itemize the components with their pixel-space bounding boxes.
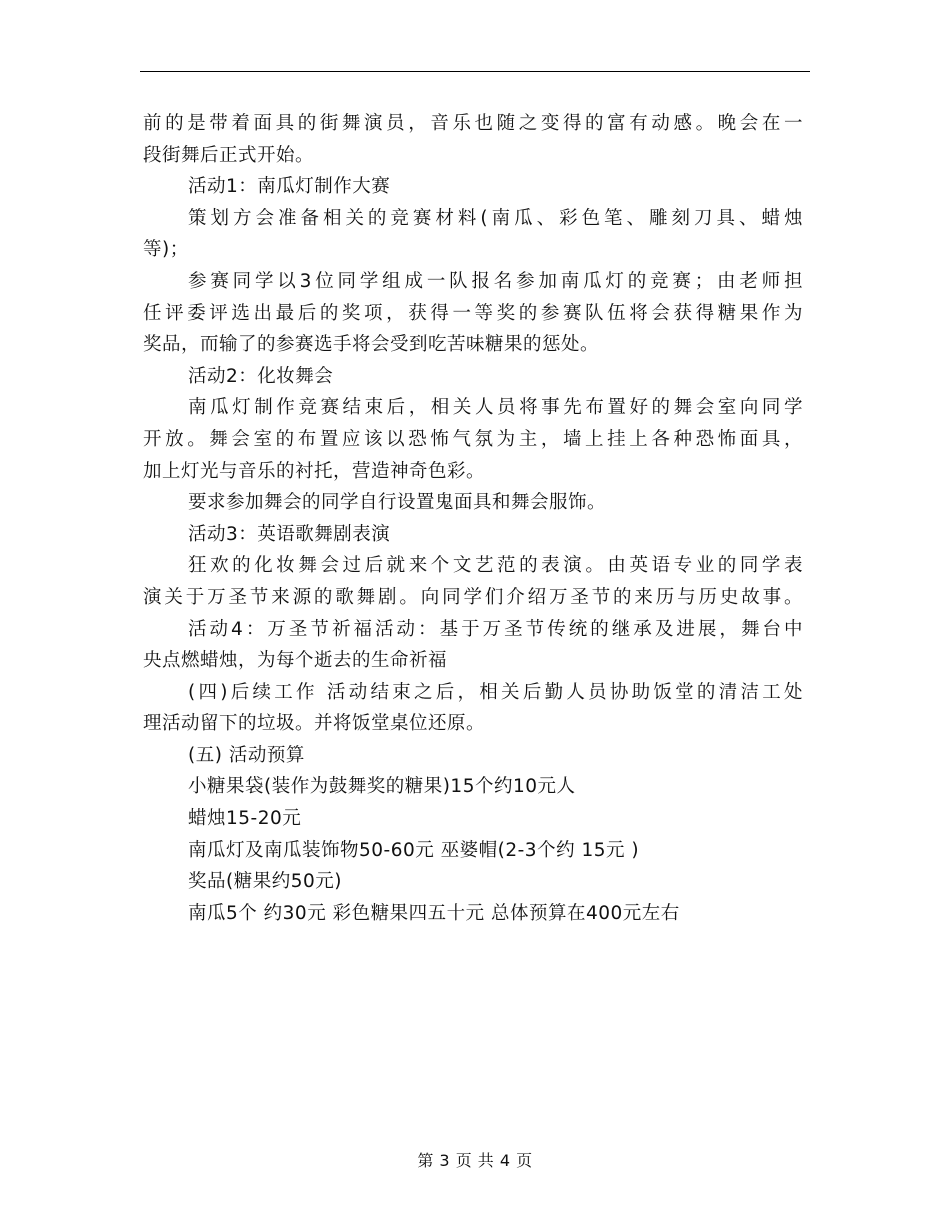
text-line: 南瓜灯制作竞赛结束后，相关人员将事先布置好的舞会室向同学 xyxy=(188,397,803,419)
text-line: 南瓜灯及南瓜装饰物50-60元 巫婆帽(2-3个约 15元 ) xyxy=(188,839,640,861)
text-line: 加上灯光与音乐的衬托，营造神奇色彩。 xyxy=(143,460,486,482)
text-line: 活动1：南瓜灯制作大赛 xyxy=(188,176,391,198)
text-line: 狂欢的化妆舞会过后就来个文艺范的表演。由英语专业的同学表 xyxy=(188,555,803,577)
text-line: 央点燃蜡烛，为每个逝去的生命祈福 xyxy=(143,650,448,672)
body-text xyxy=(143,108,803,929)
text-line: 等)； xyxy=(143,239,189,261)
text-line: 奖品，而输了的参赛选手将会受到吃苦味糖果的惩处。 xyxy=(143,334,600,356)
text-line: 演关于万圣节来源的歌舞剧。向同学们介绍万圣节的来历与历史故事。 xyxy=(143,586,803,608)
text-line: 奖品(糖果约50元) xyxy=(188,871,342,893)
text-line: 参赛同学以3位同学组成一队报名参加南瓜灯的竞赛；由老师担 xyxy=(188,270,803,292)
text-line: 活动4：万圣节祈福活动：基于万圣节传统的继承及进展，舞台中 xyxy=(188,618,803,640)
text-line: 活动2：化妆舞会 xyxy=(188,365,334,387)
text-line: 前的是带着面具的街舞演员，音乐也随之变得的富有动感。晚会在一 xyxy=(143,113,803,134)
header-rule xyxy=(140,71,810,72)
text-line: 小糖果袋(装作为鼓舞奖的糖果)15个约10元人 xyxy=(188,776,576,798)
page-footer: 第 3 页 共 4 页 xyxy=(417,1151,533,1170)
text-line: 段街舞后正式开始。 xyxy=(143,144,315,166)
text-line: 活动3：英语歌舞剧表演 xyxy=(188,523,391,545)
text-line: 任评委评选出最后的奖项，获得一等奖的参赛队伍将会获得糖果作为 xyxy=(143,302,803,324)
text-line: 开放。舞会室的布置应该以恐怖气氛为主，墙上挂上各种恐怖面具， xyxy=(143,428,803,450)
text-line: 蜡烛15-20元 xyxy=(188,808,302,830)
text-line: 要求参加舞会的同学自行设置鬼面具和舞会服饰。 xyxy=(188,492,607,514)
text-line: (五) 活动预算 xyxy=(188,744,305,766)
text-line: 理活动留下的垃圾。并将饭堂桌位还原。 xyxy=(143,713,486,735)
text-line: 策划方会准备相关的竞赛材料(南瓜、彩色笔、雕刻刀具、蜡烛 xyxy=(188,207,803,229)
text-line: 南瓜5个 约30元 彩色糖果四五十元 总体预算在400元左右 xyxy=(188,902,680,924)
text-line: (四)后续工作 活动结束之后，相关后勤人员协助饭堂的清洁工处 xyxy=(188,681,803,703)
